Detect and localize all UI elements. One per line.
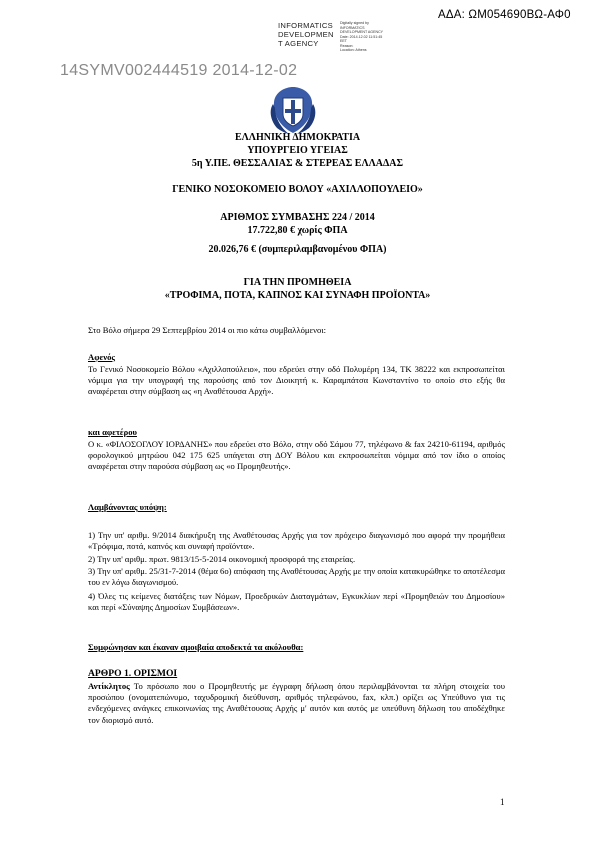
signature-detail-line: EET (340, 39, 347, 43)
subject-title: «ΤΡΟΦΙΜΑ, ΠΟΤΑ, ΚΑΠΝΟΣ ΚΑΙ ΣΥΝΑΦΗ ΠΡΟΪΟΝΤΑ» (164, 290, 431, 301)
party2-heading: και αφετέρου (88, 427, 137, 437)
contract-number: ΑΡΙΘΜΟΣ ΣΥΜΒΑΣΗΣ 224 / 2014 (220, 212, 375, 223)
considering-item-4: 4) Όλες τις κείμενες διατάξεις των Νόμων, Προεδρικών Διαταγμάτων, Εγκυκλίων περί «Προμηθειών του Δημοσίου» και περί «Σύναψης Δημοσίων Συμβάσεων». (88, 591, 505, 613)
article1-text-block (88, 681, 505, 726)
signature-detail-line: Location: Athens (340, 48, 367, 52)
article1-heading: ΑΡΘΡΟ 1. ΟΡΙΣΜΟΙ (88, 668, 178, 679)
signature-name (278, 21, 336, 48)
digital-signature-stamp (278, 21, 428, 52)
article1-text: Το πρόσωπο που ο Προμηθευτής με έγγραφη δήλωση όπου περιλαμβάνονται τα πλήρη στοιχεία του προσώπου (ονοματεπώνυμο, ταχυδρομική διεύθυνση, αριθμός τηλεφώνου, fax, κλπ.) ορίζει ως Υπεύθυνο για τις ενδεχόμενες ανάγκες επικοινωνίας της Αναθέτουσας Αρχής μ' αυτόν και αυτός με υπεύθυνη δήλωση του αποδέχθηκε τον διορισμό αυτό. (88, 681, 505, 725)
title-ministry: ΥΠΟΥΡΓΕΙΟ ΥΓΕΙΑΣ (247, 145, 348, 156)
title-republic: ΕΛΛΗΝΙΚΗ ΔΗΜΟΚΡΑΤΙΑ (234, 132, 361, 143)
signature-name-line: DEVELOPMEN (278, 30, 334, 39)
party2-text: Ο κ. «ΦΙΛΟΣΟΓΛΟΥ ΙΟΡΔΑΝΗΣ» που εδρεύει στο Βόλο, στην οδό Σάμου 77, τηλέφωνο & fax 24210-61194, αριθμός φορολογικού μητρώου 042 175 625 υπάγεται στη ΔΟΥ Βόλου και εκπροσωπείται νόμιμα από τον ίδιο ο οποίος αναφέρεται στην παρούσα σύμβαση ως «ο Προμηθευτής». (88, 439, 505, 472)
party1-text: Το Γενικό Νοσοκομείο Βόλου «Αχιλλοπούλειο», που εδρεύει στην οδό Πολυμέρη 134, ΤΚ 38222 και εκπροσωπείται νόμιμα για την υπογραφή της παρούσης από τον Διοικητή κ. Καραμπάτσα Κωνσταντίνο το οποίο στο εξής θα αναφέρεται στην σύμβαση ως «η Αναθέτουσα Αρχή». (88, 364, 505, 397)
signature-name-line: T AGENCY (278, 39, 319, 48)
ada-code: ΑΔΑ: ΩΜ054690ΒΩ-ΑΦ0 (438, 9, 571, 21)
title-hospital: ΓΕΝΙΚΟ ΝΟΣΟΚΟΜΕΙΟ ΒΟΛΟΥ «ΑΧΙΛΛΟΠΟΥΛΕΙΟ» (172, 184, 423, 195)
signature-detail-line: INFORMATICS (340, 25, 365, 30)
signature-detail-line: Date: 2014.12.02 11:51:45 (340, 34, 383, 39)
greek-coat-of-arms-icon (267, 84, 319, 136)
signature-detail-line: Digitally signed by (340, 21, 369, 25)
title-health-region: 5η Υ.ΠΕ. ΘΕΣΣΑΛΙΑΣ & ΣΤΕΡΕΑΣ ΕΛΛΑΔΑΣ (191, 158, 404, 169)
amount-with-vat: 20.026,76 € (συμπεριλαμβανομένου ΦΠΑ) (208, 244, 387, 255)
signature-detail-line: Reason: (340, 43, 354, 48)
protocol-number: 14SYMV002444519 2014-12-02 (60, 62, 298, 79)
considering-item-1: 1) Την υπ' αριθμ. 9/2014 διακήρυξη της Αναθέτουσας Αρχής για τον πρόχειρο διαγωνισμό που αφορά την προμήθεια «Τρόφιμα, ποτά, καπνός και συναφή προϊόντα». (88, 530, 505, 552)
intro-text: Στο Βόλο σήμερα 29 Σεπτεμβρίου 2014 οι πιο κάτω συμβαλλόμενοι: (88, 325, 327, 335)
considering-heading: Λαμβάνοντας υπόψη: (88, 502, 167, 512)
page-number: 1 (500, 797, 505, 807)
subject-heading: ΓΙΑ ΤΗΝ ΠΡΟΜΗΘΕΙΑ (243, 277, 352, 288)
agreed-heading: Συμφώνησαν και έκαναν αμοιβαία αποδεκτά τα ακόλουθα: (88, 642, 304, 652)
signature-name-line: INFORMATICS (278, 21, 334, 30)
signature-details (340, 21, 428, 53)
article1-term: Αντίκλητος (88, 681, 130, 691)
considering-item-2: 2) Την υπ' αριθμ. πρωτ. 9813/15-5-2014 οικονομική προσφορά της εταιρείας. (88, 554, 356, 564)
party1-heading: Αφενός (88, 352, 116, 362)
signature-detail-line: DEVELOPMENT AGENCY (340, 30, 384, 34)
amount-without-vat: 17.722,80 € χωρίς ΦΠΑ (247, 225, 348, 236)
considering-item-3: 3) Την υπ' αριθμ. 25/31-7-2014 (θέμα 6ο) απόφαση της Αναθέτουσας Αρχής με την οποία κατακυρώθηκε το αποτέλεσμα του εν λόγω διαγωνισμού. (88, 566, 505, 588)
